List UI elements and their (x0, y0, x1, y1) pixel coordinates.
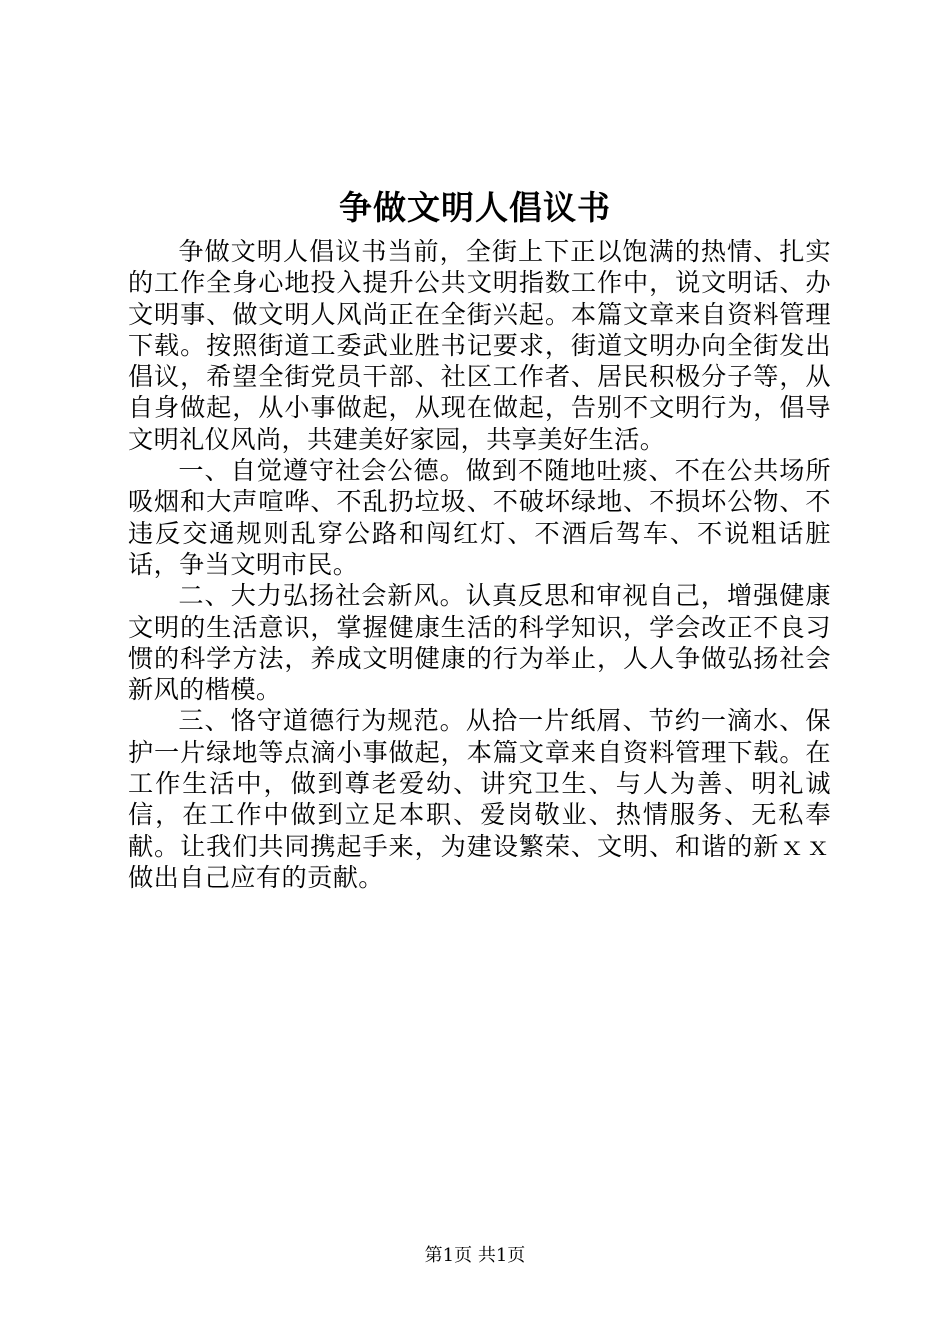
paragraph-item-2: 二、大力弘扬社会新风。认真反思和审视自己，增强健康文明的生活意识，掌握健康生活的科学知识，学会改正不良习惯的科学方法，养成文明健康的行为举止，人人争做弘扬社会新风的楷模。 (128, 581, 831, 705)
document-body (128, 236, 831, 893)
paragraph-item-1: 一、自觉遵守社会公德。做到不随地吐痰、不在公共场所吸烟和大声喧哗、不乱扔垃圾、不破坏绿地、不损坏公物、不违反交通规则乱穿公路和闯红灯、不酒后驾车、不说粗话脏话，争当文明市民。 (128, 456, 831, 579)
document-title: 争做文明人倡议书 (339, 188, 611, 227)
page-number-footer: 第1页 共1页 (424, 1245, 526, 1266)
paragraph-item-3: 三、恪守道德行为规范。从拾一片纸屑、节约一滴水、保护一片绿地等点滴小事做起，本篇文章来自资料管理下载。在工作生活中，做到尊老爱幼、讲究卫生、与人为善、明礼诚信，在工作中做到立足本职、爱岗敬业、热情服务、无私奉献。让我们共同携起手来，为建设繁荣、文明、和谐的新ｘｘ做出自己应有的贡献。 (128, 706, 831, 892)
paragraph-intro: 争做文明人倡议书当前，全街上下正以饱满的热情、扎实的工作全身心地投入提升公共文明指数工作中，说文明话、办文明事、做文明人风尚正在全街兴起。本篇文章来自资料管理下载。按照街道工委武业胜书记要求，街道文明办向全街发出倡议，希望全街党员干部、社区工作者、居民积极分子等，从自身做起，从小事做起，从现在做起，告别不文明行为，倡导文明礼仪风尚，共建美好家园，共享美好生活。 (128, 237, 831, 454)
